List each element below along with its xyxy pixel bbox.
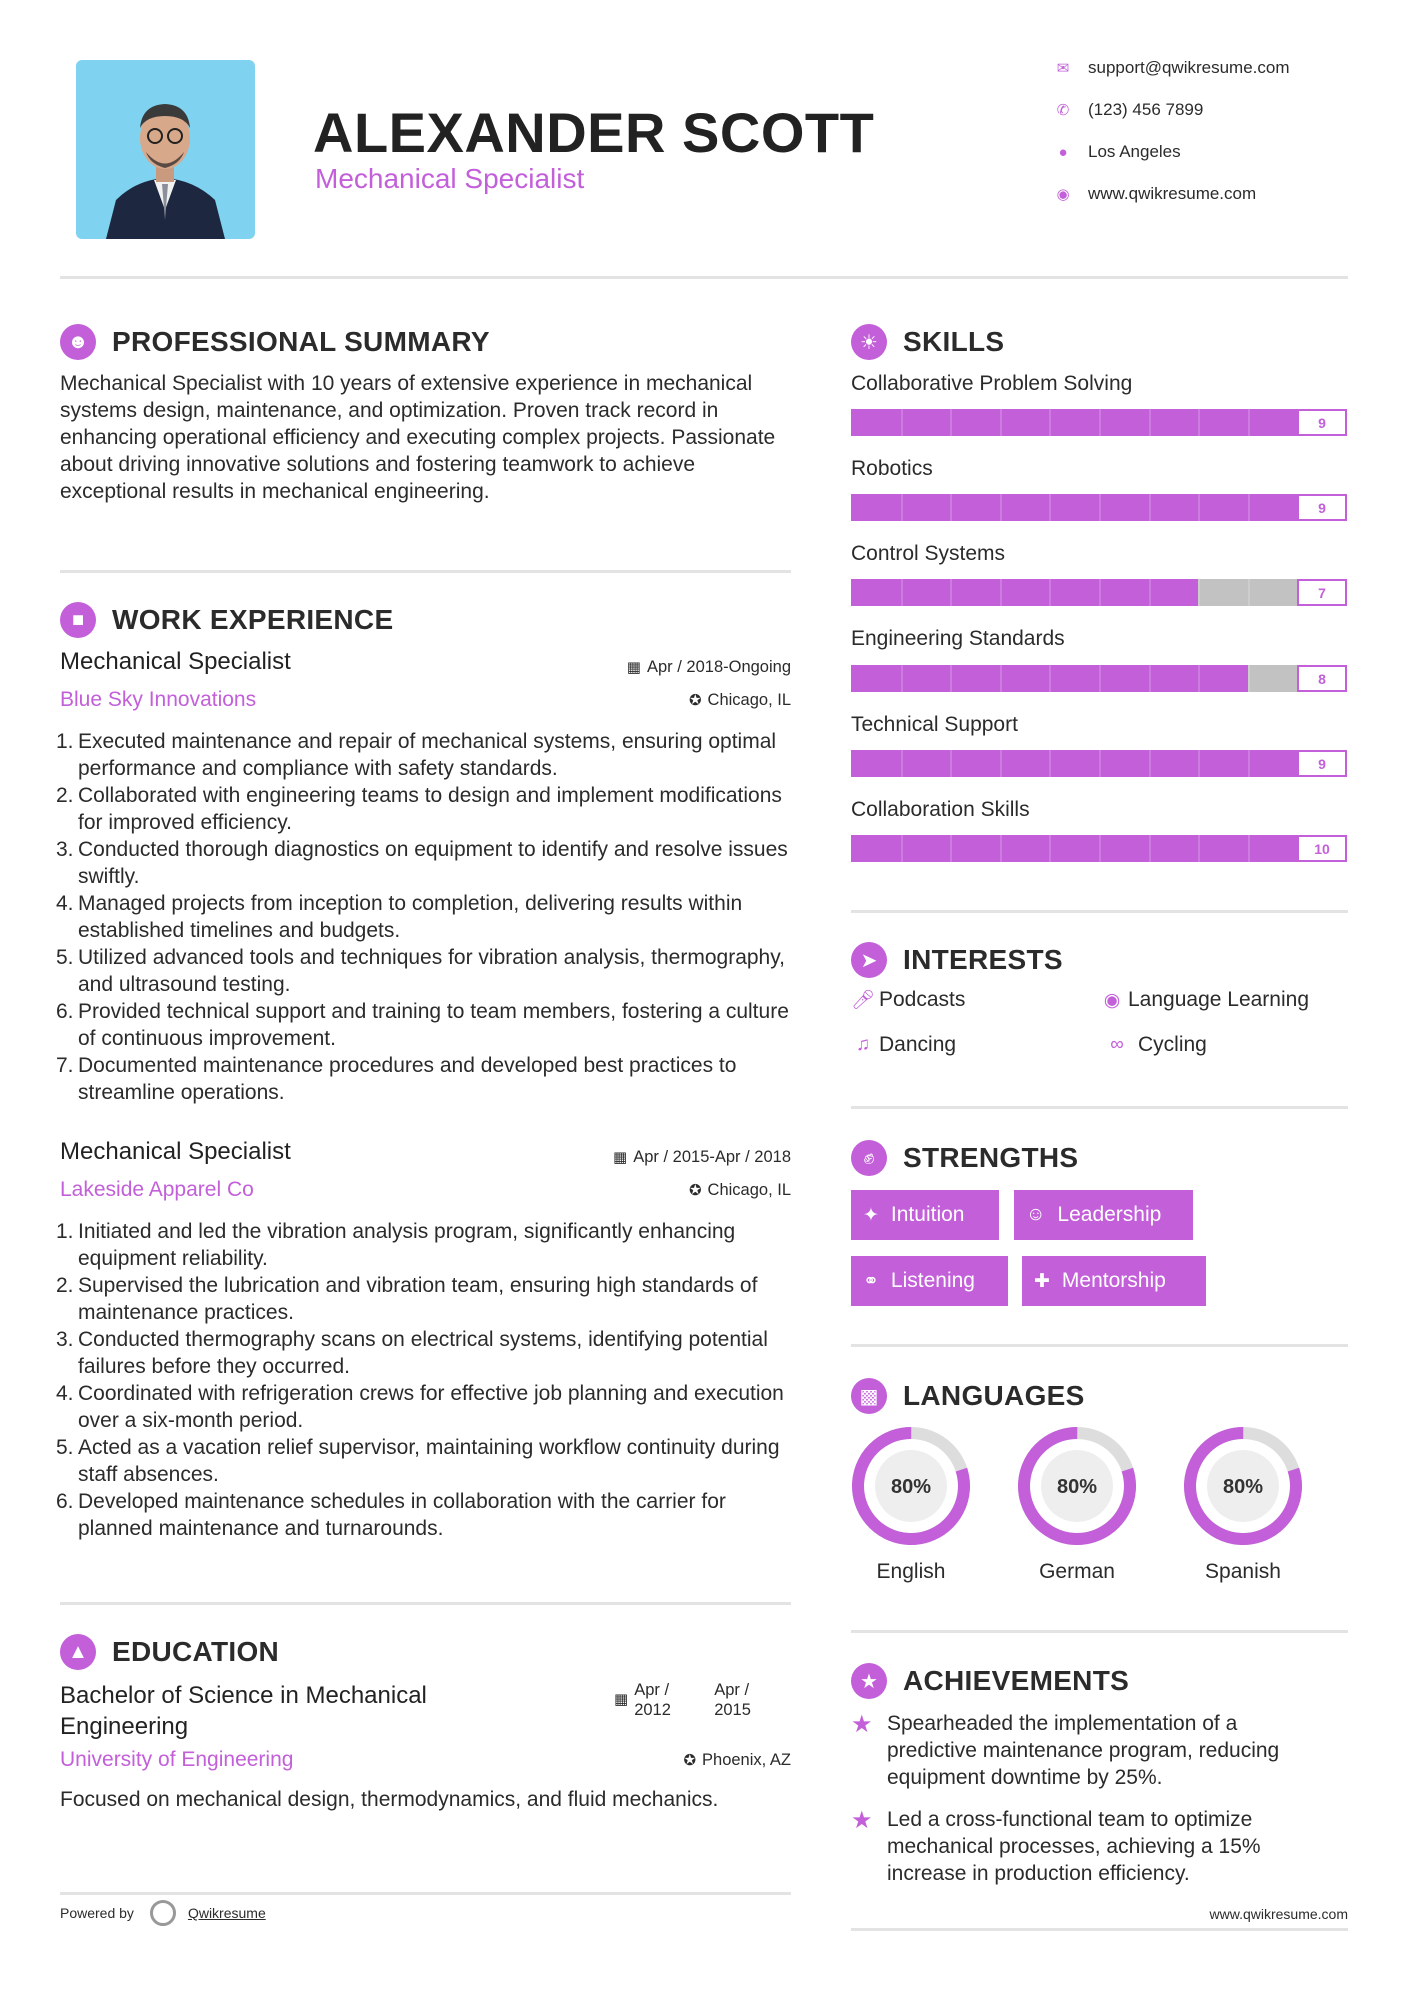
interest-item: ◉ Language Learning <box>1100 988 1309 1012</box>
job-2-date-text: Apr / 2015-Apr / 2018 <box>633 1148 791 1166</box>
skill-bar-tick <box>1000 579 1002 606</box>
education-description: Focused on mechanical design, thermodynamics, and fluid mechanics. <box>60 1788 719 1811</box>
skill-bar-tick <box>901 579 903 606</box>
contact-website[interactable] <box>1052 184 1256 204</box>
skill-bar-tick <box>1000 665 1002 692</box>
skill-bar <box>851 579 1347 606</box>
profile-photo <box>76 60 255 239</box>
skill-bar-tick <box>1149 835 1151 862</box>
skill-bar-tick <box>1049 579 1051 606</box>
interest-item: 🎤︎ Podcasts <box>851 988 966 1011</box>
job-2-location-text: Chicago, IL <box>707 1181 791 1199</box>
skill-bar-fill <box>851 579 1198 606</box>
summary-text: Mechanical Specialist with 10 years of extensive experience in mechanical systems design, maintenance, and optimization. Proven track record in enhancing operational efficiency and executing complex projects. Passionate about driving innovative solutions and fostering teamwork to achieve exceptional results in mechanical engineering. <box>60 372 776 503</box>
language-percent: 80% <box>890 1476 932 1498</box>
microphone-icon: 🎤︎ <box>851 990 876 1011</box>
globe-icon: ◉ <box>1056 186 1070 203</box>
job-1-company: Blue Sky Innovations <box>60 688 257 711</box>
summary-heading <box>60 324 490 360</box>
skill-level-badge: 9 <box>1297 750 1347 777</box>
list-item: 5. Acted as a vacation relief supervisor, maintaining workflow continuity during staff absences. <box>56 1436 780 1486</box>
skills-heading <box>851 324 1004 360</box>
footer-site[interactable]: www.qwikresume.com <box>1209 1906 1348 1922</box>
job-1-responsibilities <box>56 728 795 1106</box>
graduation-icon: ▲ <box>60 1634 96 1670</box>
strength-chip: ⚭ Listening <box>851 1256 1008 1306</box>
skill-bar-tick <box>1000 750 1002 777</box>
contact-email[interactable] <box>1052 58 1290 78</box>
skill-bar-fill <box>851 750 1297 777</box>
list-item: 1. Executed maintenance and repair of mechanical systems, ensuring optimal performance and compliance with safety standards. <box>56 730 777 780</box>
strengths-title: STRENGTHS <box>903 1142 1079 1173</box>
interest-item: ♫ Dancing <box>851 1033 956 1057</box>
language-ring <box>1014 1423 1140 1549</box>
skill-label: Control Systems <box>851 542 1006 565</box>
skill-level-badge: 9 <box>1297 409 1347 436</box>
strength-chip: ✚ Mentorship <box>1022 1256 1206 1306</box>
pin-icon: ✪ <box>683 1752 697 1769</box>
language-ring-svg <box>1014 1423 1140 1549</box>
job-2-location <box>689 1181 791 1200</box>
skill-bar-tick <box>1198 835 1200 862</box>
skill-bar-tick <box>1099 579 1101 606</box>
language-ring <box>1180 1423 1306 1549</box>
education-location-text: Phoenix, AZ <box>702 1751 791 1769</box>
contact-location-text: Los Angeles <box>1088 142 1181 161</box>
skill-bar-tick <box>1099 494 1101 521</box>
skill-bar-tick <box>1000 409 1002 436</box>
language-name: Spanish <box>1205 1560 1281 1583</box>
school-name: University of Engineering <box>60 1748 294 1771</box>
music-note-icon: ♫ <box>855 1034 871 1055</box>
skills-title: SKILLS <box>903 326 1005 357</box>
qwikresume-logo-icon <box>150 1900 176 1926</box>
globe-icon: ◉ <box>1103 989 1121 1011</box>
pin-icon: ✪ <box>688 692 702 709</box>
skill-bar-tick <box>901 835 903 862</box>
skill-bar <box>851 494 1347 521</box>
skill-bar-tick <box>1049 750 1051 777</box>
job-1-location-text: Chicago, IL <box>707 691 791 709</box>
header-divider <box>60 276 1348 279</box>
paper-plane-icon: ➤ <box>851 942 887 978</box>
skill-bar-tick <box>950 665 952 692</box>
skill-bar-tick <box>1149 409 1151 436</box>
contact-phone[interactable] <box>1052 100 1203 120</box>
skill-label: Collaborative Problem Solving <box>851 372 1133 395</box>
achievements-title: ACHIEVEMENTS <box>903 1665 1130 1696</box>
candidate-name: ALEXANDER SCOTT <box>313 101 875 164</box>
strength-chip: ☺ Leadership <box>1014 1190 1193 1240</box>
list-item: 7. Documented maintenance procedures and developed best practices to streamline operations. <box>56 1054 737 1104</box>
skill-bar-tick <box>1198 579 1200 606</box>
skill-level-badge: 7 <box>1297 579 1347 606</box>
headphones-icon: ⚭ <box>863 1270 879 1292</box>
summary-title: PROFESSIONAL SUMMARY <box>112 326 490 357</box>
chair-icon: ■ <box>60 602 96 638</box>
job-1-date-text: Apr / 2018-Ongoing <box>646 658 791 676</box>
skill-bar-fill <box>851 494 1297 521</box>
skill-bar-tick <box>1248 409 1250 436</box>
work-heading <box>60 602 393 638</box>
summary-divider <box>60 570 791 573</box>
education-date-end: Apr / 2015 <box>714 1681 751 1719</box>
languages-heading <box>851 1378 1085 1414</box>
languages-title: LANGUAGES <box>903 1380 1085 1411</box>
skill-level-badge: 10 <box>1297 835 1347 862</box>
skill-label: Robotics <box>851 457 933 480</box>
contact-email-text: support@qwikresume.com <box>1088 58 1290 77</box>
skill-bar-fill <box>851 409 1297 436</box>
work-title: WORK EXPERIENCE <box>112 604 394 635</box>
contact-phone-text: (123) 456 7899 <box>1088 100 1204 119</box>
skill-bar-tick <box>1248 750 1250 777</box>
education-divider <box>60 1892 791 1895</box>
education-title: EDUCATION <box>112 1636 280 1667</box>
skill-bar-tick <box>901 665 903 692</box>
user-plus-icon: ✚ <box>1034 1270 1050 1292</box>
job-1-date <box>627 658 791 677</box>
list-item: 6. Developed maintenance schedules in collaboration with the carrier for planned maintenance and turnarounds. <box>56 1490 726 1540</box>
skill-bar-tick <box>950 835 952 862</box>
skill-bar-tick <box>950 409 952 436</box>
achievements-heading <box>851 1663 1129 1699</box>
skill-bar-tick <box>950 579 952 606</box>
skill-level-badge: 8 <box>1297 665 1347 692</box>
language-name: English <box>876 1560 946 1583</box>
skill-bar-tick <box>901 494 903 521</box>
skill-bar-tick <box>1248 579 1250 606</box>
skill-bar-tick <box>1248 665 1250 692</box>
skill-bar-tick <box>1149 750 1151 777</box>
skill-label: Engineering Standards <box>851 627 1065 650</box>
job-2-responsibilities <box>56 1218 795 1542</box>
skill-bar-tick <box>1049 665 1051 692</box>
skill-bar-tick <box>1149 494 1151 521</box>
phone-icon: ✆ <box>1056 102 1070 119</box>
skill-bar-tick <box>1099 665 1101 692</box>
skill-bar-tick <box>1248 835 1250 862</box>
skill-bar-tick <box>1149 665 1151 692</box>
lightbulb-icon: ☀ <box>851 324 887 360</box>
list-item: 3. Conducted thermography scans on electrical systems, identifying potential failures before they occurred. <box>56 1328 768 1378</box>
job-1-location <box>689 691 791 710</box>
strengths-heading <box>851 1140 1078 1176</box>
language-percent: 80% <box>1222 1476 1264 1498</box>
footer-divider <box>851 1928 1348 1931</box>
skill-bar-tick <box>1198 665 1200 692</box>
list-item: 2. Supervised the lubrication and vibration team, ensuring high standards of maintenance practices. <box>56 1274 758 1324</box>
education-date-start: Apr / 2012 <box>634 1681 671 1719</box>
skill-bar-tick <box>1149 579 1151 606</box>
mail-icon: ✉ <box>1056 60 1070 77</box>
skill-bar-tick <box>1198 494 1200 521</box>
skill-bar-tick <box>1099 409 1101 436</box>
calendar-icon: ▦ <box>626 659 641 676</box>
work-divider <box>60 1602 791 1605</box>
list-item: 6. Provided technical support and training to team members, fostering a culture of continuous improvement. <box>56 1000 789 1050</box>
skill-bar-tick <box>950 750 952 777</box>
skill-bar <box>851 665 1347 692</box>
language-ring <box>848 1423 974 1549</box>
star-badge-icon: ★ <box>851 1663 887 1699</box>
list-item: 4. Managed projects from inception to completion, delivering results within established timelines and budgets. <box>56 892 743 942</box>
education-location <box>683 1751 791 1770</box>
skill-bar-tick <box>1049 835 1051 862</box>
skill-bar <box>851 409 1347 436</box>
user-icon: ☻ <box>60 324 96 360</box>
interest-item: ∞ Cycling <box>1100 1033 1207 1057</box>
interests-divider <box>851 1106 1348 1109</box>
skill-bar-tick <box>1248 494 1250 521</box>
strength-chip: ✦ Intuition <box>851 1190 999 1240</box>
star-icon: ★ <box>851 1807 873 1834</box>
list-item: 1. Initiated and led the vibration analysis program, significantly enhancing equipment reliability. <box>56 1220 736 1270</box>
contact-location <box>1052 142 1181 162</box>
job-2-date <box>613 1148 791 1167</box>
star-icon: ★ <box>851 1711 873 1738</box>
qwikresume-link[interactable]: Qwikresume <box>187 1905 266 1921</box>
skills-divider <box>851 910 1348 913</box>
strengths-divider <box>851 1344 1348 1347</box>
skill-bar-tick <box>901 409 903 436</box>
skill-bar-tick <box>901 750 903 777</box>
skill-level-badge: 9 <box>1297 494 1347 521</box>
skill-bar-tick <box>1000 494 1002 521</box>
degree-title: Bachelor of Science in Mechanical Engineering <box>60 1682 427 1740</box>
contact-website-text: www.qwikresume.com <box>1088 184 1257 203</box>
language-ring-svg <box>1180 1423 1306 1549</box>
language-name: German <box>1039 1560 1115 1583</box>
skill-bar-tick <box>1000 835 1002 862</box>
magic-wand-icon: ✦ <box>863 1204 879 1226</box>
language-ring-svg <box>848 1423 974 1549</box>
skill-bar <box>851 750 1347 777</box>
education-dates <box>614 1680 764 1720</box>
skill-bar-tick <box>1049 494 1051 521</box>
location-pin-icon: ● <box>1058 143 1068 161</box>
list-item: 5. Utilized advanced tools and techniques for vibration analysis, thermography, and ultrasound testing. <box>56 946 786 996</box>
job-2-company: Lakeside Apparel Co <box>60 1178 254 1201</box>
bicycle-icon: ∞ <box>1110 1034 1124 1055</box>
pin-icon: ✪ <box>688 1182 702 1199</box>
skill-label: Collaboration Skills <box>851 798 1030 821</box>
list-item: 2. Collaborated with engineering teams to design and implement modifications for improved efficiency. <box>56 784 782 834</box>
skill-bar <box>851 835 1347 862</box>
skill-bar-tick <box>1198 750 1200 777</box>
skill-label: Technical Support <box>851 713 1018 736</box>
skill-bar-tick <box>1099 750 1101 777</box>
skill-bar-tick <box>1049 409 1051 436</box>
calendar-icon: ▦ <box>613 1149 628 1166</box>
language-percent: 80% <box>1056 1476 1098 1498</box>
languages-divider <box>851 1630 1348 1633</box>
candidate-role: Mechanical Specialist <box>315 163 585 194</box>
calendar-icon: ▦ <box>614 1691 629 1708</box>
skill-bar-tick <box>1198 409 1200 436</box>
users-icon: ☺ <box>1026 1204 1046 1225</box>
interests-title: INTERESTS <box>903 944 1063 975</box>
achievement-item: ★ Led a cross-functional team to optimize mechanical processes, achieving a 15% increase in production efficiency. <box>851 1807 1261 1885</box>
job-1-title: Mechanical Specialist <box>60 648 291 675</box>
list-item: 4. Coordinated with refrigeration crews for effective job planning and execution over a six-month period. <box>56 1382 784 1432</box>
fist-icon: ✊︎ <box>851 1140 887 1176</box>
skill-bar-tick <box>1099 835 1101 862</box>
interests-heading <box>851 942 1063 978</box>
job-2-title: Mechanical Specialist <box>60 1138 291 1165</box>
language-card-icon: ▩ <box>851 1378 887 1414</box>
powered-by-label: Powered by <box>60 1905 134 1921</box>
skill-bar-tick <box>950 494 952 521</box>
list-item: 3. Conducted thorough diagnostics on equipment to identify and resolve issues swiftly. <box>56 838 788 888</box>
education-heading <box>60 1634 279 1670</box>
powered-by <box>60 1900 266 1926</box>
achievement-item: ★ Spearheaded the implementation of a predictive maintenance program, reducing equipment downtime by 25%. <box>851 1711 1280 1789</box>
